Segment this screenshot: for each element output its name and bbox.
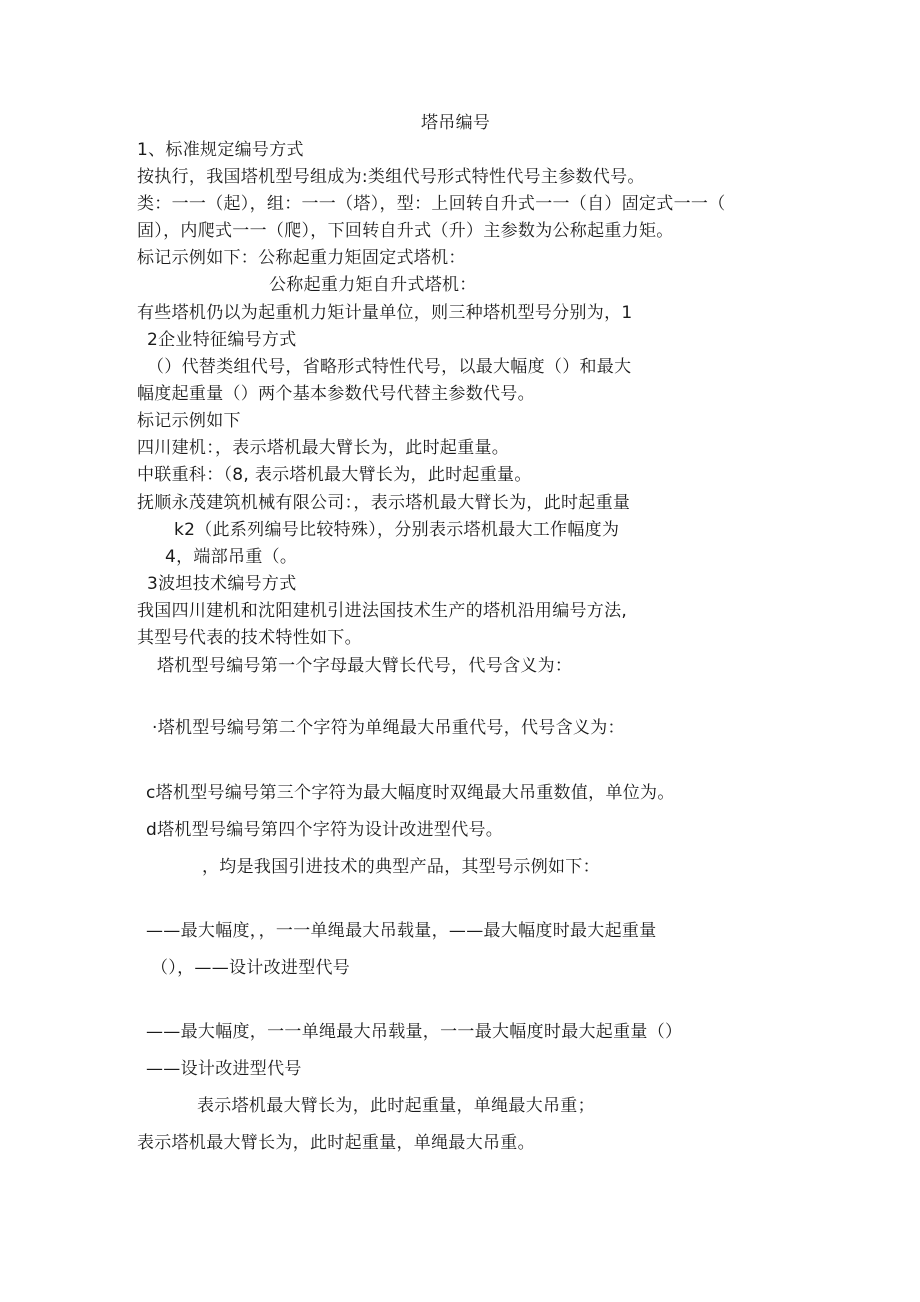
paragraph-line: ——最大幅度，，一一单绳最大吊载量，——最大幅度时最大起重量 [146,921,657,941]
paragraph-line: 类：一一（起），组：一一（塔），型：上回转自升式一一（自）固定式一一（ [137,194,726,214]
paragraph-line: 中联重科：（8, 表示塔机最大臂长为，此时起重量。 [137,465,532,485]
paragraph-line: ——最大幅度，一一单绳最大吊载量，一一最大幅度时最大起重量（） [146,1022,683,1042]
paragraph-line: 抚顺永茂建筑机械有限公司：，表示塔机最大臂长为，此时起重量 [137,493,631,513]
paragraph-line: 公称起重力矩自升式塔机： [269,275,477,295]
paragraph-line: （），——设计改进型代号 [151,958,351,978]
paragraph-line: 塔机型号编号第一个字母最大臂长代号，代号含义为： [157,656,573,676]
paragraph-line: 标记示例如下 [137,411,241,431]
section-heading: 1、标准规定编号方式 [137,140,304,160]
section-heading: 3波坦技术编号方式 [147,574,297,594]
paragraph-line: 标记示例如下：公称起重力矩固定式塔机： [137,248,466,268]
paragraph-line: 4，端部吊重（。 [165,547,298,567]
paragraph-line: 我国四川建机和沈阳建机引进法国技术生产的塔机沿用编号方法, [137,601,628,621]
paragraph-line: c塔机型号编号第三个字符为最大幅度时双绳最大吊重数值，单位为。 [146,783,675,803]
paragraph-line: 四川建机：，表示塔机最大臂长为，此时起重量。 [137,438,510,458]
paragraph-line: 幅度起重量（）两个基本参数代号代替主参数代号。 [137,384,535,404]
paragraph-line: 其型号代表的技术特性如下。 [137,628,362,648]
paragraph-line: 按执行，我国塔机型号组成为:类组代号形式特性代号主参数代号。 [137,167,645,187]
paragraph-line: k2（此系列编号比较特殊），分别表示塔机最大工作幅度为 [174,520,620,540]
document-title: 塔吊编号 [421,113,491,133]
paragraph-line: 有些塔机仍以为起重机力矩计量单位，则三种塔机型号分别为，1 [137,303,633,323]
paragraph-line: 表示塔机最大臂长为，此时起重量，单绳最大吊重； [197,1096,595,1116]
paragraph-line: ·塔机型号编号第二个字符为单绳最大吊重代号，代号含义为： [152,718,625,738]
paragraph-line: ，均是我国引进技术的典型产品，其型号示例如下： [202,857,600,877]
paragraph-line: d塔机型号编号第四个字符为设计改进型代号。 [146,820,504,840]
paragraph-line: （）代替类组代号，省略形式特性代号，以最大幅度（）和最大 [147,357,632,377]
paragraph-line: 表示塔机最大臂长为，此时起重量，单绳最大吊重。 [137,1133,535,1153]
paragraph-line: 固），内爬式一一（爬），下回转自升式（升）主参数为公称起重力矩。 [137,221,674,241]
section-heading: 2企业特征编号方式 [147,330,297,350]
paragraph-line: ——设计改进型代号 [146,1059,302,1079]
